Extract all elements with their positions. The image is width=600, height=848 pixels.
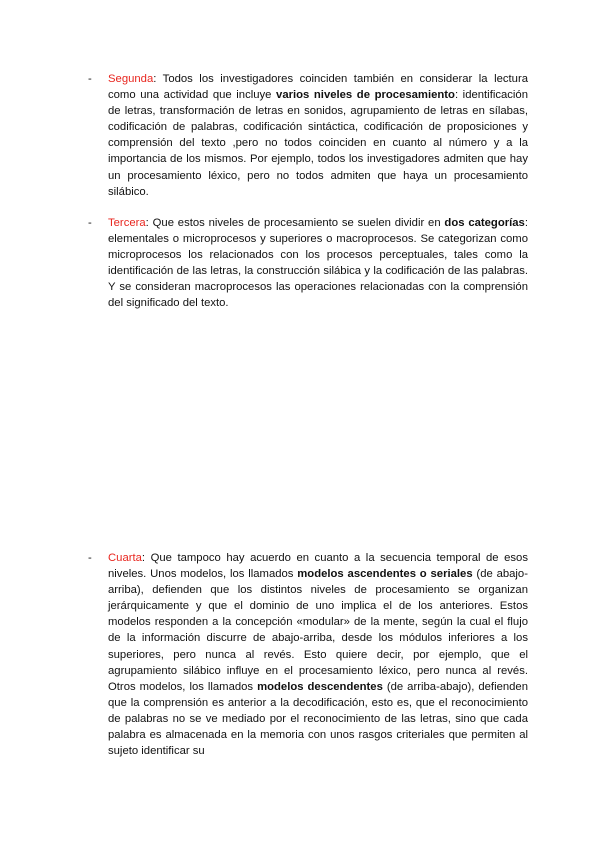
list-dash: -	[88, 73, 92, 85]
item-text: (de arriba-abajo), defienden que la comprensión es anterior a la decodificación, esto es, que el reconocimiento de palabras no se ve mediado por el reconocimiento de las letras, sino que cada palabra es almacenada en la memoria con unos rasgos criteriales que permiten al sujeto identificar su	[108, 680, 528, 758]
item-label: Tercera	[108, 217, 146, 229]
item-bold-text: varios niveles de procesamiento	[276, 89, 455, 102]
item-text: : identificación de letras, transformación de letras en sonidos, agrupamiento de letras en sílabas, codificación de palabras, codificación sintáctica, codificación de proposiciones y comprensión del texto ,pero no todos coinciden en cuanto al número y a la importancia de los mismos. Por ejemplo, todos los investigadores admiten que hay un procesamiento léxico, pero no todos admiten que haya un procesamiento silábico.	[108, 89, 528, 198]
item-text: (de abajo-arriba), defienden que los distintos niveles de procesamiento se organizan jerárquicamente y que el dominio de uno implica el de los anteriores. Estos modelos responden a la concepción «modular» de la mente, según la cual el flujo de la información discurre de abajo-arriba, desde los módulos inferiores a los superiores, pero nunca al revés. Esto quiere decir, por ejemplo, que el agrupamiento silábico influye en el procesamiento léxico, pero nunca al revés. Otros modelos, los llamados	[108, 568, 528, 693]
list-dash: -	[88, 552, 92, 564]
item-text: Que tampoco hay acuerdo en cuanto a la secuencia temporal de esos niveles. Unos modelos, los llamados	[108, 552, 528, 581]
item-bold-text: dos categorías	[444, 217, 525, 229]
item-bold-text: modelos ascendentes o seriales	[297, 568, 473, 581]
list-dash: -	[88, 217, 92, 229]
item-label: Segunda	[108, 73, 154, 85]
label-colon: :	[153, 73, 163, 85]
label-colon: :	[145, 217, 153, 229]
label-colon: :	[141, 552, 151, 564]
list-item-cuarta	[88, 550, 528, 759]
item-label: Cuarta	[108, 552, 142, 564]
item-bold-text: modelos descendentes	[257, 680, 383, 693]
list-item-segunda	[88, 71, 528, 200]
item-text: Todos los investigadores coinciden también en considerar la lectura como una actividad que incluye	[108, 73, 528, 102]
item-text: Que estos niveles de procesamiento se suelen dividir en	[152, 217, 445, 229]
list-item-tercera	[88, 215, 528, 312]
item-text: : elementales o microprocesos y superiores o macroprocesos. Se categorizan como microprocesos los relacionados con los procesos perceptuales, tales como la identificación de las letras, la construcción silábica y la codificación de las palabras. Y se consideran macroprocesos las operaciones relacionadas con la comprensión del significado del texto.	[108, 217, 528, 310]
